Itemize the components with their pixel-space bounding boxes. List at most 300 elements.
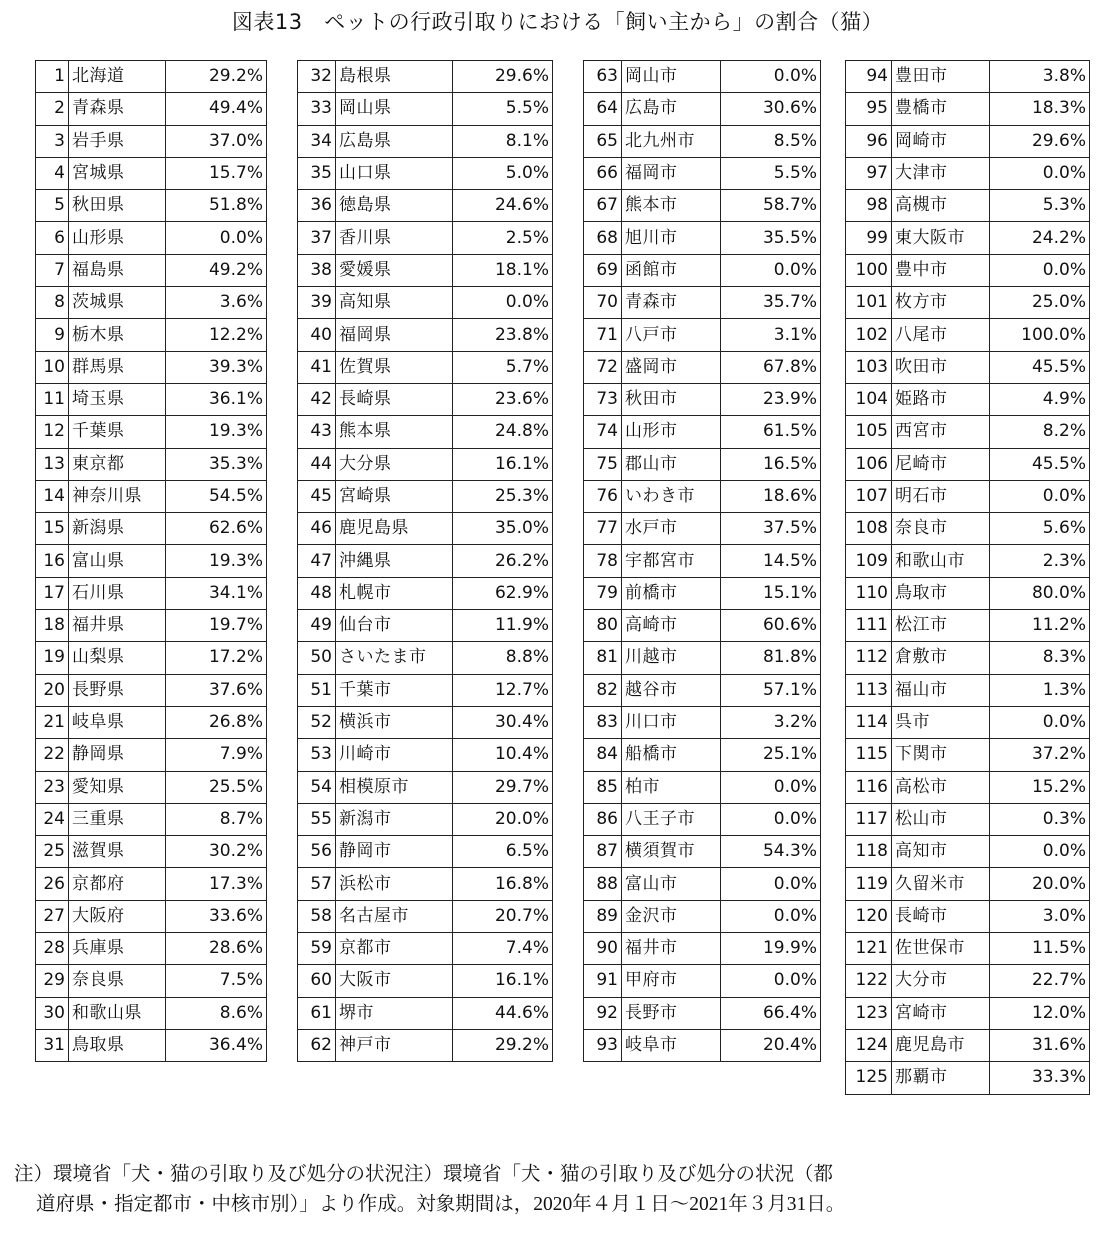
- percentage-value: 25.0%: [990, 287, 1090, 319]
- region-name: 栃木県: [69, 319, 166, 351]
- region-name: 京都市: [336, 933, 453, 965]
- percentage-value: 62.6%: [166, 513, 267, 545]
- percentage-value: 11.2%: [990, 610, 1090, 642]
- row-number: 37: [298, 222, 336, 254]
- region-name: 福岡県: [336, 319, 453, 351]
- row-number: 80: [584, 610, 622, 642]
- row-number: 77: [584, 513, 622, 545]
- row-number: 55: [298, 803, 336, 835]
- percentage-value: 67.8%: [721, 351, 821, 383]
- region-name: 大分市: [892, 965, 990, 997]
- row-number: 58: [298, 900, 336, 932]
- row-number: 20: [36, 674, 69, 706]
- region-name: 山形市: [622, 416, 721, 448]
- row-number: 19: [36, 642, 69, 674]
- region-name: 尼崎市: [892, 448, 990, 480]
- row-number: 39: [298, 287, 336, 319]
- row-number: 112: [846, 642, 892, 674]
- table-row: [584, 933, 821, 965]
- region-name: 下関市: [892, 739, 990, 771]
- table-row: [36, 254, 267, 286]
- percentage-value: 2.3%: [990, 545, 1090, 577]
- table-row: [846, 319, 1090, 351]
- row-number: 36: [298, 190, 336, 222]
- row-number: 121: [846, 933, 892, 965]
- region-name: 水戸市: [622, 513, 721, 545]
- row-number: 50: [298, 642, 336, 674]
- region-name: 宮崎市: [892, 997, 990, 1029]
- row-number: 45: [298, 480, 336, 512]
- percentage-value: 5.5%: [721, 157, 821, 189]
- row-number: 84: [584, 739, 622, 771]
- table-row: [298, 125, 553, 157]
- table-row: [584, 222, 821, 254]
- percentage-value: 17.2%: [166, 642, 267, 674]
- percentage-value: 35.0%: [453, 513, 553, 545]
- region-name: 岡山市: [622, 61, 721, 93]
- row-number: 57: [298, 868, 336, 900]
- table-row: [36, 706, 267, 738]
- row-number: 49: [298, 610, 336, 642]
- region-name: 東大阪市: [892, 222, 990, 254]
- percentage-value: 3.2%: [721, 706, 821, 738]
- row-number: 92: [584, 997, 622, 1029]
- region-name: 郡山市: [622, 448, 721, 480]
- percentage-value: 29.6%: [990, 125, 1090, 157]
- row-number: 93: [584, 1029, 622, 1061]
- table-row: [298, 642, 553, 674]
- percentage-value: 39.3%: [166, 351, 267, 383]
- table-row: [846, 965, 1090, 997]
- row-number: 52: [298, 706, 336, 738]
- region-name: 那覇市: [892, 1062, 990, 1094]
- percentage-value: 37.5%: [721, 513, 821, 545]
- table-row: [36, 610, 267, 642]
- region-name: さいたま市: [336, 642, 453, 674]
- region-name: 長野県: [69, 674, 166, 706]
- percentage-value: 10.4%: [453, 739, 553, 771]
- percentage-value: 18.6%: [721, 480, 821, 512]
- table-row: [846, 480, 1090, 512]
- row-number: 23: [36, 771, 69, 803]
- region-name: 福山市: [892, 674, 990, 706]
- table-row: [36, 190, 267, 222]
- region-name: 和歌山市: [892, 545, 990, 577]
- table-row: [846, 61, 1090, 93]
- percentage-value: 11.9%: [453, 610, 553, 642]
- percentage-value: 18.1%: [453, 254, 553, 286]
- percentage-value: 29.7%: [453, 771, 553, 803]
- row-number: 97: [846, 157, 892, 189]
- region-name: 横須賀市: [622, 836, 721, 868]
- percentage-value: 0.0%: [721, 61, 821, 93]
- table-row: [298, 577, 553, 609]
- data-table-column-3: [583, 60, 821, 1062]
- percentage-value: 24.8%: [453, 416, 553, 448]
- row-number: 22: [36, 739, 69, 771]
- row-number: 86: [584, 803, 622, 835]
- row-number: 81: [584, 642, 622, 674]
- region-name: 広島市: [622, 93, 721, 125]
- region-name: 相模原市: [336, 771, 453, 803]
- table-row: [584, 610, 821, 642]
- region-name: 福島県: [69, 254, 166, 286]
- percentage-value: 0.0%: [990, 157, 1090, 189]
- table-row: [584, 997, 821, 1029]
- percentage-value: 17.3%: [166, 868, 267, 900]
- percentage-value: 0.0%: [721, 868, 821, 900]
- percentage-value: 5.6%: [990, 513, 1090, 545]
- region-name: 大阪市: [336, 965, 453, 997]
- region-name: 滋賀県: [69, 836, 166, 868]
- row-number: 101: [846, 287, 892, 319]
- region-name: 姫路市: [892, 383, 990, 415]
- table-row: [846, 1029, 1090, 1061]
- region-name: 神奈川県: [69, 480, 166, 512]
- region-name: 横浜市: [336, 706, 453, 738]
- region-name: 広島県: [336, 125, 453, 157]
- footnote-line-1: 注）環境省「犬・猫の引取り及び処分の状況注）環境省「犬・猫の引取り及び処分の状況（都: [14, 1164, 834, 1185]
- row-number: 90: [584, 933, 622, 965]
- row-number: 24: [36, 803, 69, 835]
- row-number: 25: [36, 836, 69, 868]
- percentage-value: 0.0%: [990, 480, 1090, 512]
- percentage-value: 29.2%: [453, 1029, 553, 1061]
- row-number: 123: [846, 997, 892, 1029]
- table-row: [584, 448, 821, 480]
- region-name: 徳島県: [336, 190, 453, 222]
- region-name: 旭川市: [622, 222, 721, 254]
- table-row: [584, 739, 821, 771]
- table-row: [584, 577, 821, 609]
- region-name: 鳥取市: [892, 577, 990, 609]
- row-number: 96: [846, 125, 892, 157]
- percentage-value: 30.6%: [721, 93, 821, 125]
- region-name: 明石市: [892, 480, 990, 512]
- percentage-value: 0.0%: [990, 254, 1090, 286]
- percentage-value: 37.2%: [990, 739, 1090, 771]
- row-number: 9: [36, 319, 69, 351]
- table-row: [298, 674, 553, 706]
- row-number: 11: [36, 383, 69, 415]
- percentage-value: 29.2%: [166, 61, 267, 93]
- table-row: [36, 900, 267, 932]
- row-number: 5: [36, 190, 69, 222]
- region-name: 函館市: [622, 254, 721, 286]
- region-name: 新潟県: [69, 513, 166, 545]
- percentage-value: 23.9%: [721, 383, 821, 415]
- table-row: [36, 125, 267, 157]
- row-number: 110: [846, 577, 892, 609]
- region-name: 前橋市: [622, 577, 721, 609]
- percentage-value: 5.7%: [453, 351, 553, 383]
- row-number: 124: [846, 1029, 892, 1061]
- percentage-value: 15.2%: [990, 771, 1090, 803]
- row-number: 111: [846, 610, 892, 642]
- percentage-value: 80.0%: [990, 577, 1090, 609]
- table-row: [846, 674, 1090, 706]
- table-row: [846, 448, 1090, 480]
- region-name: 吹田市: [892, 351, 990, 383]
- table-row: [584, 383, 821, 415]
- percentage-value: 11.5%: [990, 933, 1090, 965]
- table-row: [846, 642, 1090, 674]
- row-number: 102: [846, 319, 892, 351]
- region-name: 秋田市: [622, 383, 721, 415]
- percentage-value: 57.1%: [721, 674, 821, 706]
- region-name: 川口市: [622, 706, 721, 738]
- percentage-value: 25.3%: [453, 480, 553, 512]
- row-number: 78: [584, 545, 622, 577]
- table-row: [584, 771, 821, 803]
- table-row: [298, 93, 553, 125]
- table-row: [298, 351, 553, 383]
- row-number: 85: [584, 771, 622, 803]
- table-row: [36, 771, 267, 803]
- row-number: 105: [846, 416, 892, 448]
- percentage-value: 7.9%: [166, 739, 267, 771]
- region-name: 京都府: [69, 868, 166, 900]
- row-number: 44: [298, 448, 336, 480]
- region-name: 北海道: [69, 61, 166, 93]
- data-table-column-1: [35, 60, 267, 1062]
- percentage-value: 20.0%: [990, 868, 1090, 900]
- percentage-value: 37.0%: [166, 125, 267, 157]
- row-number: 32: [298, 61, 336, 93]
- percentage-value: 4.9%: [990, 383, 1090, 415]
- percentage-value: 31.6%: [990, 1029, 1090, 1061]
- table-row: [298, 513, 553, 545]
- region-name: 大分県: [336, 448, 453, 480]
- row-number: 64: [584, 93, 622, 125]
- table-row: [36, 416, 267, 448]
- row-number: 43: [298, 416, 336, 448]
- region-name: 石川県: [69, 577, 166, 609]
- table-row: [36, 997, 267, 1029]
- row-number: 89: [584, 900, 622, 932]
- region-name: 久留米市: [892, 868, 990, 900]
- table-row: [584, 254, 821, 286]
- table-row: [298, 771, 553, 803]
- table-row: [584, 287, 821, 319]
- row-number: 14: [36, 480, 69, 512]
- region-name: 秋田県: [69, 190, 166, 222]
- row-number: 114: [846, 706, 892, 738]
- table-row: [36, 545, 267, 577]
- row-number: 67: [584, 190, 622, 222]
- row-number: 4: [36, 157, 69, 189]
- row-number: 40: [298, 319, 336, 351]
- region-name: 宮崎県: [336, 480, 453, 512]
- region-name: 茨城県: [69, 287, 166, 319]
- data-table-column-2: [297, 60, 553, 1062]
- table-row: [36, 93, 267, 125]
- row-number: 88: [584, 868, 622, 900]
- percentage-value: 45.5%: [990, 351, 1090, 383]
- percentage-value: 28.6%: [166, 933, 267, 965]
- percentage-value: 0.0%: [990, 706, 1090, 738]
- region-name: 西宮市: [892, 416, 990, 448]
- row-number: 106: [846, 448, 892, 480]
- region-name: 北九州市: [622, 125, 721, 157]
- row-number: 59: [298, 933, 336, 965]
- row-number: 53: [298, 739, 336, 771]
- percentage-value: 34.1%: [166, 577, 267, 609]
- percentage-value: 36.4%: [166, 1029, 267, 1061]
- table-row: [846, 900, 1090, 932]
- percentage-value: 23.8%: [453, 319, 553, 351]
- percentage-value: 51.8%: [166, 190, 267, 222]
- region-name: 岩手県: [69, 125, 166, 157]
- row-number: 10: [36, 351, 69, 383]
- row-number: 1: [36, 61, 69, 93]
- table-row: [36, 933, 267, 965]
- table-row: [298, 319, 553, 351]
- table-row: [846, 933, 1090, 965]
- row-number: 99: [846, 222, 892, 254]
- percentage-value: 8.7%: [166, 803, 267, 835]
- region-name: 山口県: [336, 157, 453, 189]
- percentage-value: 44.6%: [453, 997, 553, 1029]
- percentage-value: 19.7%: [166, 610, 267, 642]
- row-number: 41: [298, 351, 336, 383]
- table-row: [36, 157, 267, 189]
- region-name: 枚方市: [892, 287, 990, 319]
- region-name: 福井市: [622, 933, 721, 965]
- percentage-value: 66.4%: [721, 997, 821, 1029]
- row-number: 109: [846, 545, 892, 577]
- table-row: [36, 222, 267, 254]
- row-number: 28: [36, 933, 69, 965]
- percentage-value: 35.3%: [166, 448, 267, 480]
- row-number: 69: [584, 254, 622, 286]
- table-row: [298, 222, 553, 254]
- table-row: [584, 125, 821, 157]
- table-row: [36, 448, 267, 480]
- percentage-value: 8.3%: [990, 642, 1090, 674]
- row-number: 104: [846, 383, 892, 415]
- table-row: [846, 157, 1090, 189]
- row-number: 26: [36, 868, 69, 900]
- region-name: 岐阜県: [69, 706, 166, 738]
- percentage-value: 8.6%: [166, 997, 267, 1029]
- table-row: [36, 868, 267, 900]
- region-name: 福岡市: [622, 157, 721, 189]
- percentage-value: 35.5%: [721, 222, 821, 254]
- region-name: 浜松市: [336, 868, 453, 900]
- row-number: 95: [846, 93, 892, 125]
- region-name: 愛媛県: [336, 254, 453, 286]
- region-name: 豊橋市: [892, 93, 990, 125]
- region-name: 高崎市: [622, 610, 721, 642]
- table-row: [846, 739, 1090, 771]
- table-row: [36, 1029, 267, 1061]
- table-row: [36, 61, 267, 93]
- percentage-value: 36.1%: [166, 383, 267, 415]
- table-row: [36, 674, 267, 706]
- row-number: 108: [846, 513, 892, 545]
- region-name: 熊本県: [336, 416, 453, 448]
- region-name: 高知県: [336, 287, 453, 319]
- row-number: 70: [584, 287, 622, 319]
- row-number: 16: [36, 545, 69, 577]
- table-row: [298, 157, 553, 189]
- percentage-value: 6.5%: [453, 836, 553, 868]
- row-number: 94: [846, 61, 892, 93]
- row-number: 72: [584, 351, 622, 383]
- region-name: 群馬県: [69, 351, 166, 383]
- region-name: 静岡市: [336, 836, 453, 868]
- row-number: 54: [298, 771, 336, 803]
- region-name: 甲府市: [622, 965, 721, 997]
- row-number: 118: [846, 836, 892, 868]
- table-row: [298, 287, 553, 319]
- row-number: 21: [36, 706, 69, 738]
- region-name: 高松市: [892, 771, 990, 803]
- region-name: 川崎市: [336, 739, 453, 771]
- region-name: 鹿児島県: [336, 513, 453, 545]
- table-row: [298, 610, 553, 642]
- row-number: 7: [36, 254, 69, 286]
- percentage-value: 15.7%: [166, 157, 267, 189]
- percentage-value: 7.4%: [453, 933, 553, 965]
- region-name: 岡崎市: [892, 125, 990, 157]
- region-name: 盛岡市: [622, 351, 721, 383]
- table-row: [846, 383, 1090, 415]
- table-row: [846, 836, 1090, 868]
- row-number: 29: [36, 965, 69, 997]
- table-row: [846, 190, 1090, 222]
- table-row: [298, 836, 553, 868]
- data-table-column-4: [845, 60, 1090, 1095]
- table-row: [298, 997, 553, 1029]
- region-name: 富山市: [622, 868, 721, 900]
- region-name: 堺市: [336, 997, 453, 1029]
- table-row: [298, 448, 553, 480]
- percentage-value: 19.3%: [166, 545, 267, 577]
- footnote: [14, 1160, 1109, 1220]
- table-row: [36, 287, 267, 319]
- percentage-value: 0.0%: [721, 254, 821, 286]
- table-row: [584, 319, 821, 351]
- table-row: [846, 706, 1090, 738]
- table-row: [36, 577, 267, 609]
- percentage-value: 62.9%: [453, 577, 553, 609]
- table-row: [36, 642, 267, 674]
- table-row: [846, 997, 1090, 1029]
- table-row: [36, 739, 267, 771]
- percentage-value: 0.0%: [166, 222, 267, 254]
- region-name: 越谷市: [622, 674, 721, 706]
- percentage-value: 30.2%: [166, 836, 267, 868]
- region-name: 千葉県: [69, 416, 166, 448]
- table-row: [298, 706, 553, 738]
- table-row: [584, 157, 821, 189]
- row-number: 83: [584, 706, 622, 738]
- percentage-value: 16.1%: [453, 448, 553, 480]
- row-number: 35: [298, 157, 336, 189]
- region-name: 大津市: [892, 157, 990, 189]
- row-number: 13: [36, 448, 69, 480]
- percentage-value: 35.7%: [721, 287, 821, 319]
- region-name: 愛知県: [69, 771, 166, 803]
- row-number: 33: [298, 93, 336, 125]
- row-number: 75: [584, 448, 622, 480]
- row-number: 6: [36, 222, 69, 254]
- percentage-value: 19.9%: [721, 933, 821, 965]
- table-row: [584, 706, 821, 738]
- region-name: 島根県: [336, 61, 453, 93]
